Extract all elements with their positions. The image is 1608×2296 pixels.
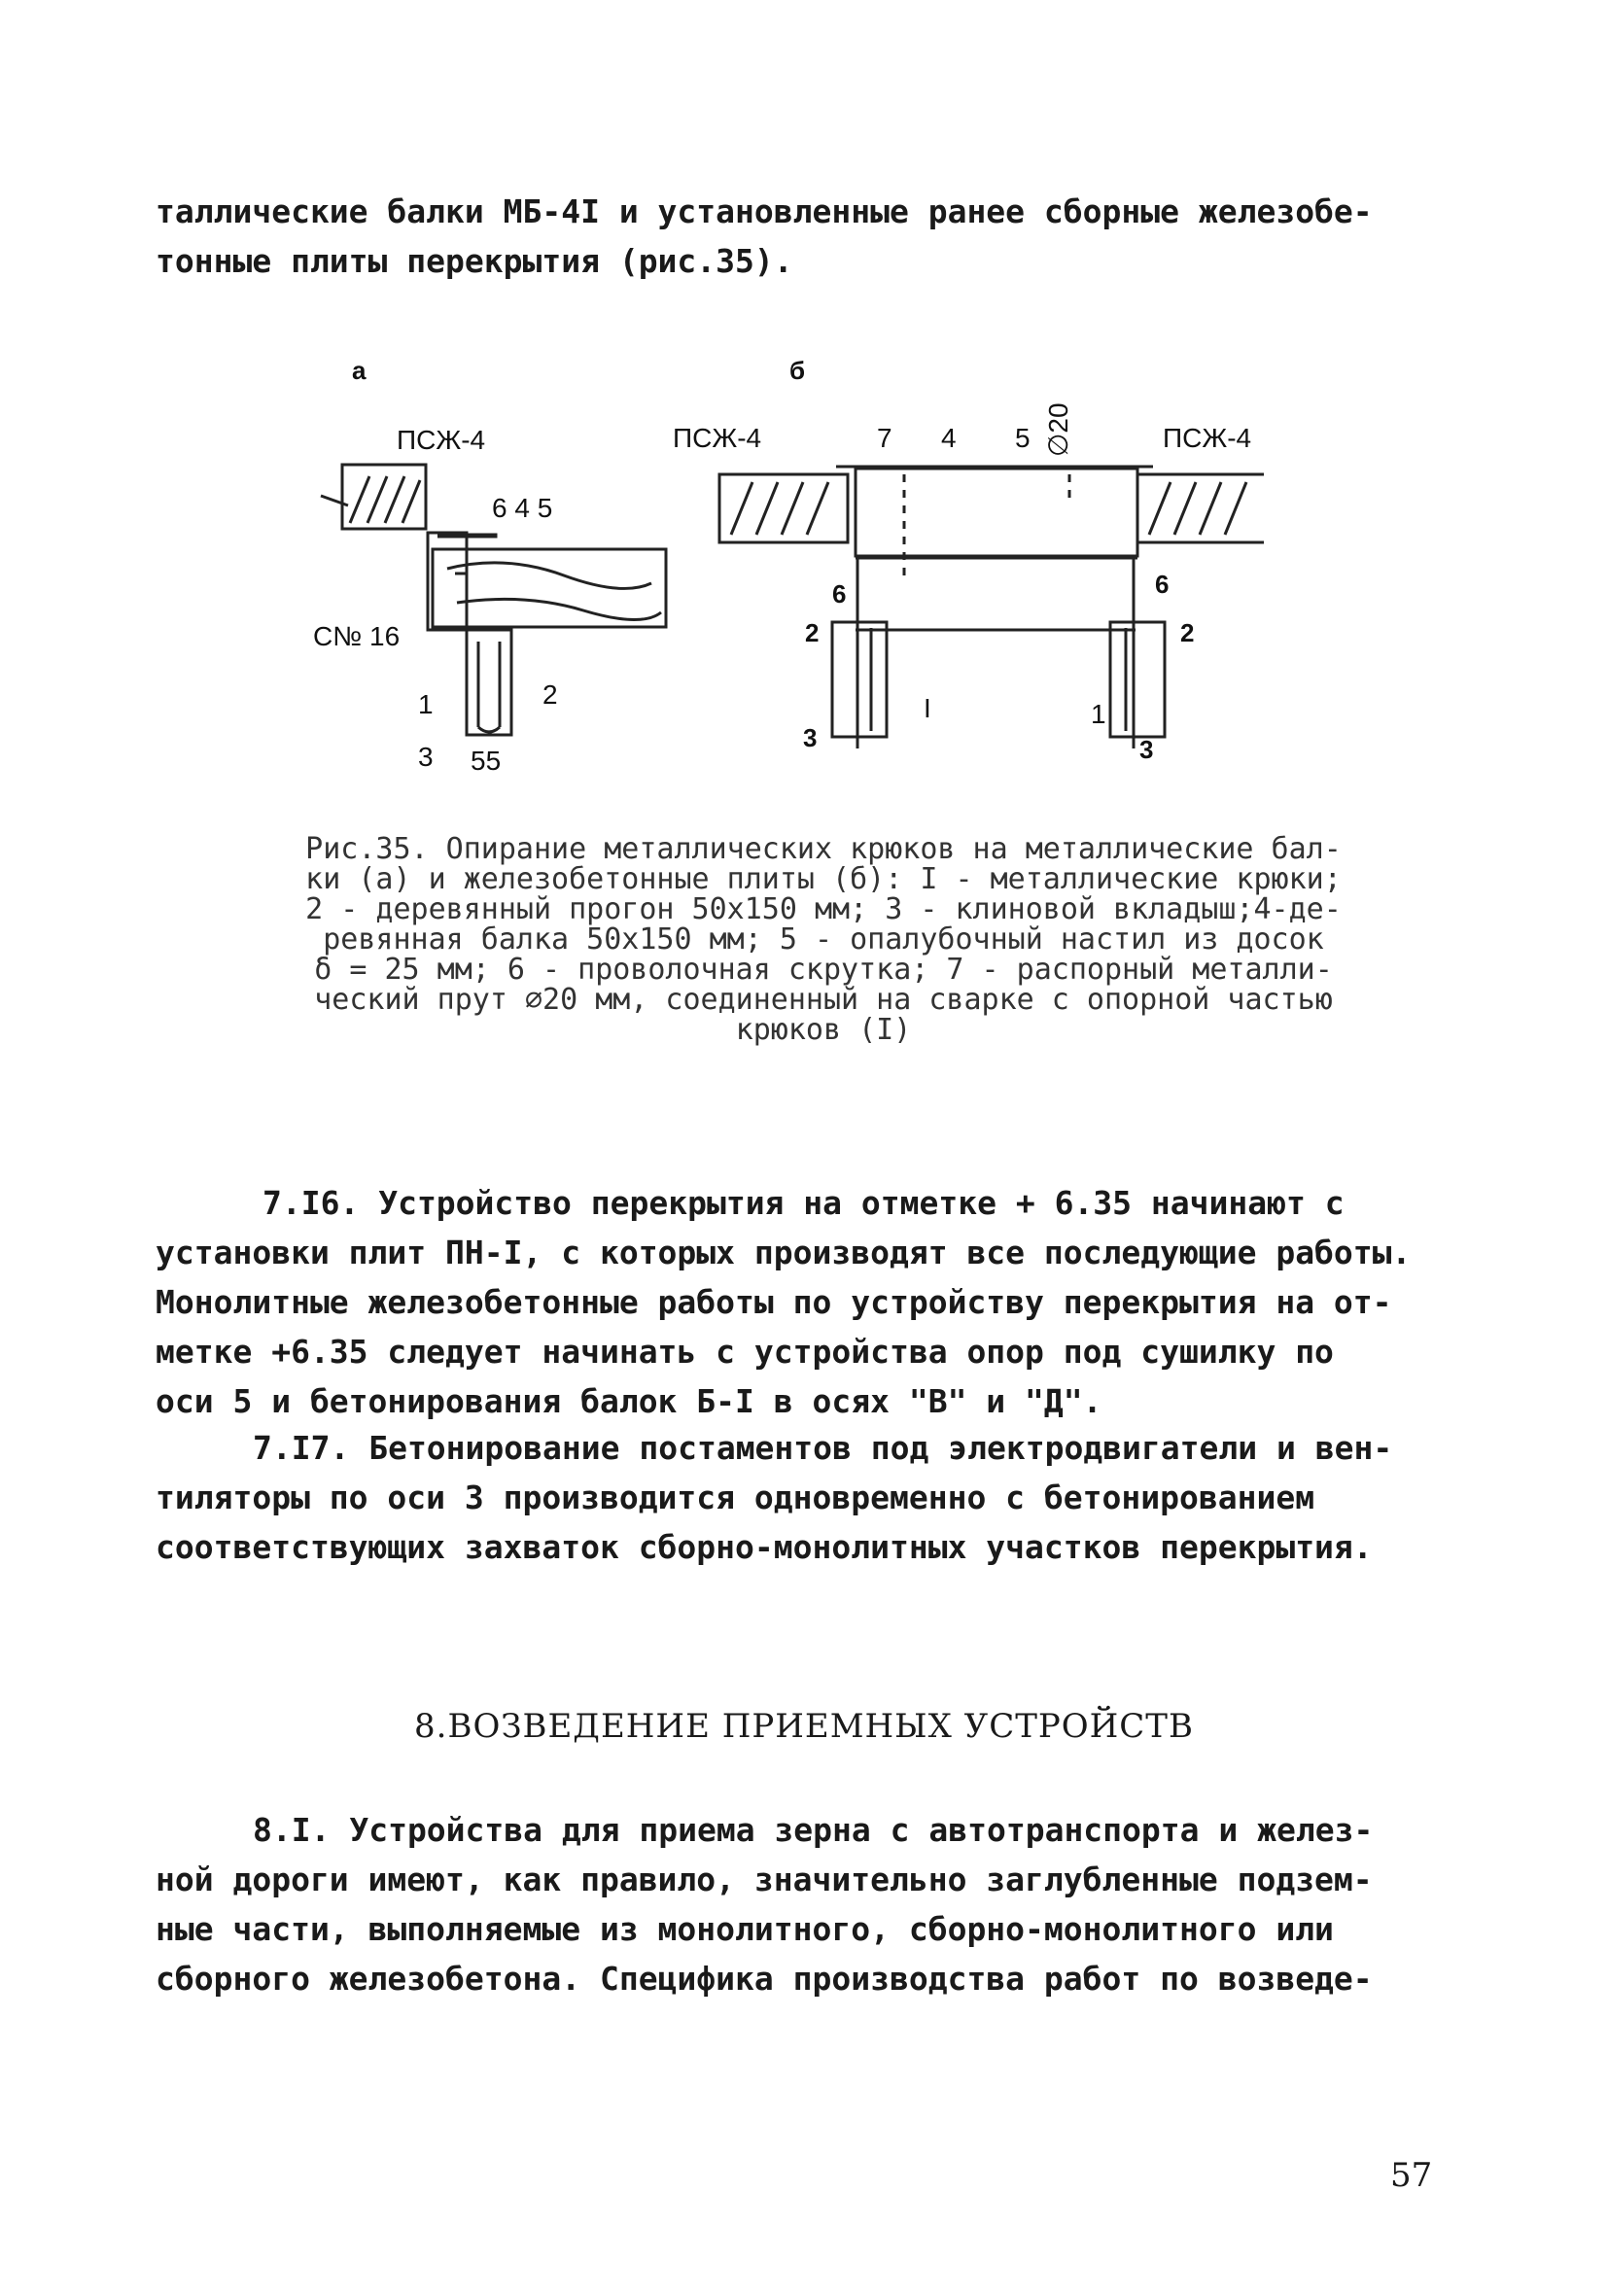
panel-b-num-4: 4 [941, 423, 957, 453]
panel-b-num-1-right: 1 [1091, 699, 1106, 729]
panel-a-num-3: 3 [418, 742, 434, 772]
panel-a-top-numbers: 6 4 5 [492, 493, 553, 523]
figure-caption: Рис.35. Опирание металлических крюков на металлические бал- ки (а) и железобетонные плиты (б): I - металлические крюки; 2 - деревянный прогон 50х150 мм; 3 - клиновой вкладыш;4-де- ревянная балка 50х150 мм; 5 - опалубочный настил из досок δ = 25 мм; 6 - проволочная скрутка; 7 - распорный металли- ческий прут ∅20 мм, соединенный на сварке с опорной частью крюков (I) [305, 832, 1342, 1047]
panel-b-num-5: 5 [1015, 423, 1031, 453]
panel-b-slab-left-label: ПСЖ-4 [673, 423, 762, 453]
panel-b-num-3-right: 3 [1139, 735, 1154, 764]
panel-b-num-6-left: 6 [832, 579, 847, 609]
intro-paragraph: таллические балки МБ-4I и установленные ранее сборные железобе- тонные плиты перекрытия (рис.35). [156, 192, 1373, 280]
panel-b-slab-right-label: ПСЖ-4 [1163, 423, 1252, 453]
panel-b-num-6-right: 6 [1155, 570, 1170, 599]
paragraph-7-17: 7.I7. Бетонирование постаментов под электродвигатели и вен- тиляторы по оси 3 производится одновременно с бетонированием соответствующих захваток сборно-монолитных участков перекрытия. [156, 1429, 1393, 1566]
panel-a-num-1: 1 [418, 689, 434, 719]
paragraph-8-1: 8.I. Устройства для приема зерна с автотранспорта и желез- ной дороги имеют, как правило, значительно заглубленные подзем- ные части, выполняемые из монолитного, сборно-монолитного или сборного железобетона. Специфика производства работ по возведе- [156, 1811, 1374, 1998]
panel-b-num-3-left: 3 [803, 723, 818, 752]
panel-b-num-2-right: 2 [1180, 618, 1195, 647]
panel-b-rod-label: ∅20 [1043, 402, 1073, 457]
panel-a-label: а [352, 356, 367, 385]
section-heading: 8.ВОЗВЕДЕНИЕ ПРИЕМНЫХ УСТРОЙСТВ [414, 1707, 1194, 1746]
panel-b-num-7: 7 [877, 423, 892, 453]
figure-35 [292, 350, 1264, 778]
panel-b-drawing [719, 467, 1264, 748]
panel-a-slab-label: ПСЖ-4 [397, 425, 486, 455]
paragraph-7-16: 7.I6. Устройство перекрытия на отметке + 6.35 начинают с установки плит ПН-I, с которых производят все последующие работы. Монолитные железобетонные работы по устройству перекрытия на от- метке +6.35 следует начинать с устройства опор под сушилку по оси 5 и бетонирования балок Б-I в осях "В" и "Д". [156, 1184, 1412, 1420]
panel-a-slab-drawing [321, 465, 426, 529]
panel-b-num-1-mid: I [924, 693, 931, 723]
page-number: 57 [1390, 2156, 1433, 2195]
channel-label: C№ 16 [313, 621, 401, 651]
panel-b-num-2-left: 2 [805, 618, 820, 647]
panel-a-dimension: 55 [471, 746, 502, 776]
panel-a-num-2: 2 [542, 679, 558, 710]
panel-b-label: б [789, 356, 806, 385]
